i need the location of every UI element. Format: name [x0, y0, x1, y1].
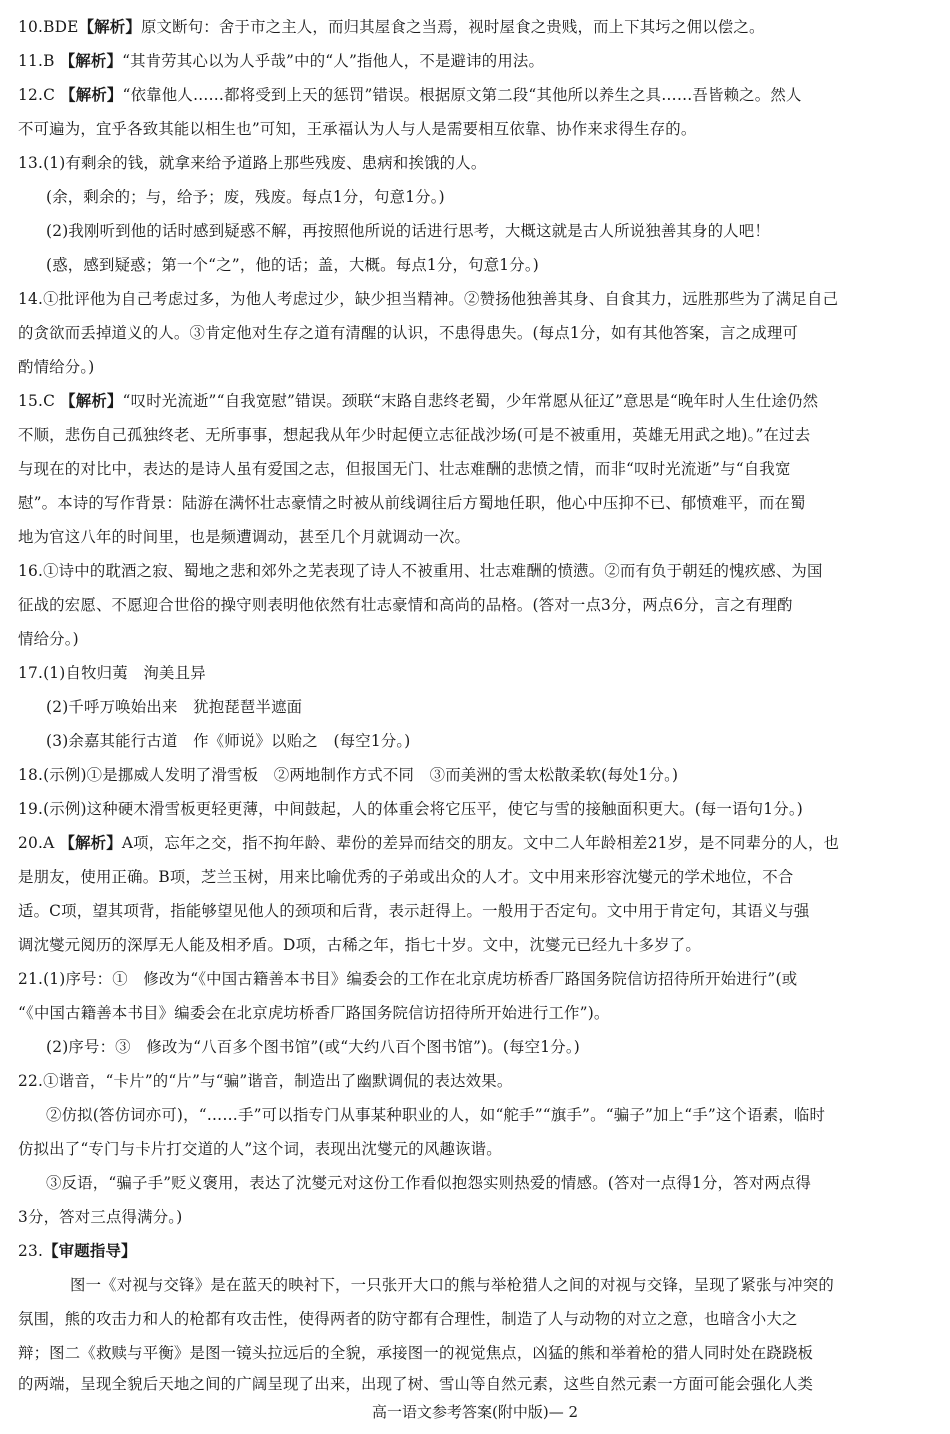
- answer-line: (2)序号：③ 修改为“八百多个图书馆”(或“大约八百个图书馆”)。(每空1分。): [46, 1038, 580, 1056]
- answer-line: 与现在的对比中，表达的是诗人虽有爱国之志，但报国无门、壮志难酬的悲愤之情，而非“叹时光流逝”与“自我宽: [18, 460, 791, 478]
- answer-line: 仿拟出了“专门与卡片打交道的人”这个词，表现出沈燮元的风趣诙谐。: [18, 1140, 502, 1158]
- answer-line: 12.C 【解析】“依靠他人……都将受到上天的惩罚”错误。根据原文第二段“其他所以养生之具……吾皆赖之。然人: [18, 86, 802, 104]
- answer-line: (3)余嘉其能行古道 作《师说》以贻之 (每空1分。): [46, 732, 411, 750]
- answer-line: ②仿拟(答仿词亦可)，“……手”可以指专门从事某种职业的人，如“舵手”“旗手”。“骗子”加上“手”这个语素，临时: [46, 1106, 826, 1124]
- answer-line: 11.B 【解析】“其肯劳其心以为人乎哉”中的“人”指他人，不是避讳的用法。: [18, 52, 545, 70]
- answer-line: 3分，答对三点得满分。): [18, 1208, 183, 1226]
- answer-line: 地为官这八年的时间里，也是频遭调动，甚至几个月就调动一次。: [18, 528, 471, 546]
- answer-line: 10.BDE【解析】原文断句：舍于市之主人，而归其屋食之当焉，视时屋食之贵贱，而上下其圬之佣以偿之。: [18, 18, 765, 36]
- answer-line: 15.C 【解析】“叹时光流逝”“自我宽慰”错误。颈联“末路自悲终老蜀，少年常愿从征辽”意思是“晚年时人生仕途仍然: [18, 392, 819, 410]
- answer-line: 不可遍为，宜乎各致其能以相生也”可知，王承福认为人与人是需要相互依靠、协作来求得生存的。: [18, 120, 697, 138]
- answer-line: “《中国古籍善本书目》编委会在北京虎坊桥香厂路国务院信访招待所开始进行工作”)。: [18, 1004, 610, 1022]
- page-footer: 高一语文参考答案(附中版)— 2: [371, 1403, 579, 1421]
- answer-line: 不顺，悲伤自己孤独终老、无所事事，想起我从年少时起便立志征战沙场(可是不被重用，英雄无用武之地)。”在过去: [18, 426, 811, 444]
- answer-line: 征战的宏愿、不愿迎合世俗的操守则表明他依然有壮志豪情和高尚的品格。(答对一点3分，两点6分，言之有理酌: [18, 596, 793, 614]
- answer-line: (惑，感到疑惑；第一个“之”，他的话；盖，大概。每点1分，句意1分。): [46, 256, 539, 274]
- answer-line: 慰”。本诗的写作背景：陆游在满怀壮志豪情之时被从前线调往后方蜀地任职，他心中压抑不已、郁愤难平，而在蜀: [18, 494, 806, 512]
- answer-line: 酌情给分。): [18, 358, 95, 376]
- answer-line: 20.A 【解析】A项，忘年之交，指不拘年龄、辈份的差异而结交的朋友。文中二人年龄相差21岁，是不同辈分的人，也: [18, 834, 840, 852]
- answer-line: 16.①诗中的耽酒之寂、蜀地之悲和郊外之芜表现了诗人不被重用、壮志难酬的愤懑。②而有负于朝廷的愧疚感、为国: [18, 562, 823, 580]
- answer-line: 情给分。): [18, 630, 79, 648]
- answer-line: 的贪欲而丢掉道义的人。③肯定他对生存之道有清醒的认识，不患得患失。(每点1分，如有其他答案，言之成理可: [18, 324, 799, 342]
- answer-line: 21.(1)序号：① 修改为“《中国古籍善本书目》编委会的工作在北京虎坊桥香厂路国务院信访招待所开始进行”(或: [18, 970, 798, 988]
- answer-line: 22.①谐音，“卡片”的“片”与“骗”谐音，制造出了幽默调侃的表达效果。: [18, 1072, 513, 1090]
- answer-line: (2)千呼万唤始出来 犹抱琵琶半遮面: [46, 698, 303, 716]
- answer-line: 辩；图二《救赎与平衡》是图一镜头拉远后的全貌，承接图一的视觉焦点，凶猛的熊和举着枪的猎人同时处在跷跷板: [18, 1344, 814, 1362]
- answer-line: 是朋友，使用正确。B项，芝兰玉树，用来比喻优秀的子弟或出众的人才。文中用来形容沈燮元的学术地位，不合: [18, 868, 794, 886]
- answer-line: 13.(1)有剩余的钱，就拿来给予道路上那些残废、患病和挨饿的人。: [18, 154, 487, 172]
- answer-line: (2)我刚听到他的话时感到疑惑不解，再按照他所说的话进行思考，大概这就是古人所说独善其身的人吧！: [46, 222, 770, 240]
- answer-line: 14.①批评他为自己考虑过多，为他人考虑过少，缺少担当精神。②赞扬他独善其身、自食其力，远胜那些为了满足自己: [18, 290, 839, 308]
- answer-line: ③反语，“骗子手”贬义褒用，表达了沈燮元对这份工作看似抱怨实则热爱的情感。(答对一点得1分，答对两点得: [46, 1174, 812, 1192]
- answer-line: (余，剩余的；与，给予；废，残废。每点1分，句意1分。): [46, 188, 445, 206]
- answer-line: 19.(示例)这种硬木滑雪板更轻更薄，中间鼓起，人的体重会将它压平，使它与雪的接触面积更大。(每一语句1分。): [18, 800, 803, 818]
- answer-line: 17.(1)自牧归荑 洵美且异: [18, 664, 206, 682]
- answer-line: 图一《对视与交锋》是在蓝天的映衬下，一只张开大口的熊与举枪猎人之间的对视与交锋，呈现了紧张与冲突的: [70, 1276, 834, 1294]
- answer-line: 适。C项，望其项背，指能够望见他人的颈项和后背，表示赶得上。一般用于否定句。文中用于肯定句，其语义与强: [18, 902, 810, 920]
- answer-line: 18.(示例)①是挪威人发明了滑雪板 ②两地制作方式不同 ③而美洲的雪太松散柔软(每处1分。): [18, 766, 679, 784]
- answer-line: 氛围，熊的攻击力和人的枪都有攻击性，使得两者的防守都有合理性，制造了人与动物的对立之意，也暗含小大之: [18, 1310, 798, 1328]
- answer-line: 调沈燮元阅历的深厚无人能及相矛盾。D项，古稀之年，指七十岁。文中，沈燮元已经九十多岁了。: [18, 936, 701, 954]
- answer-line: 23.【审题指导】: [18, 1242, 137, 1260]
- answer-line: 的两端，呈现全貌后天地之间的广阔呈现了出来，出现了树、雪山等自然元素，这些自然元素一方面可能会强化人类: [18, 1375, 814, 1393]
